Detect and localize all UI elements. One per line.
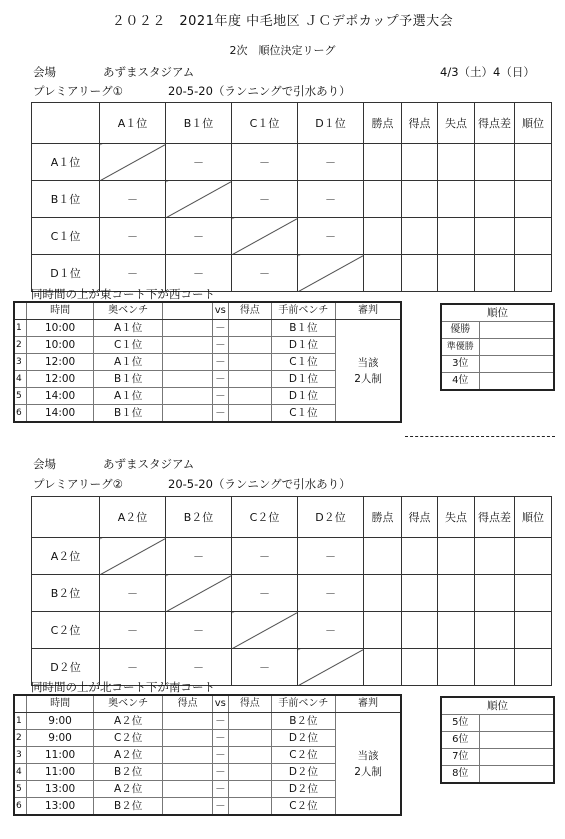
ranking-label: 8位: [441, 766, 479, 784]
referee-cell: [336, 320, 401, 423]
match-number: 1: [14, 320, 27, 337]
schedule-header-home: 奥ベンチ: [93, 302, 163, 320]
grid-cell: [402, 218, 438, 255]
match-away-score: [228, 405, 271, 423]
grid-col-points: 勝点: [364, 103, 402, 144]
match-number: 5: [14, 388, 27, 405]
grid-col-goals-against: 失点: [438, 103, 475, 144]
schedule-header-no: [14, 302, 27, 320]
match-home-team: A２位: [93, 713, 163, 730]
match-vs-dash: －: [212, 337, 228, 354]
ranking-label: 3位: [441, 356, 479, 373]
grid-col-rank: 順位: [515, 103, 552, 144]
match-number: 6: [14, 798, 27, 816]
match-vs-dash: －: [212, 371, 228, 388]
grid-cell: [438, 218, 475, 255]
ranking-value: [479, 715, 554, 732]
ranking-value: [479, 766, 554, 784]
match-rule: 20-5-20（ランニングで引水あり）: [168, 477, 351, 491]
grid-cell: [515, 649, 552, 686]
match-home-team: C１位: [93, 337, 163, 354]
grid-dash: －: [100, 218, 166, 255]
schedule-header-time: 時間: [27, 695, 93, 713]
match-time: 10:00: [27, 337, 93, 354]
match-away-score: [228, 747, 271, 764]
ranking-label: 優勝: [441, 322, 479, 339]
court-note: 同時間の上が東コート下が西コート: [31, 287, 215, 301]
grid-dash: －: [298, 538, 364, 575]
ranking-value: [479, 356, 554, 373]
referee-line: 当該: [357, 749, 379, 762]
match-number: 2: [14, 730, 27, 747]
grid-col-goal-diff: 得点差: [475, 497, 515, 538]
match-away-team: D２位: [271, 781, 335, 798]
match-home-score: [163, 730, 212, 747]
grid-row-team: A１位: [32, 144, 100, 181]
grid-row: [32, 538, 552, 575]
schedule-header-time: 時間: [27, 302, 93, 320]
page-subtitle: 2次 順位決定リーグ: [229, 44, 336, 57]
schedule-header-referee: 審判: [336, 695, 401, 713]
grid-col-goals-against: 失点: [438, 497, 475, 538]
grid-dash: －: [100, 575, 166, 612]
match-time: 11:00: [27, 747, 93, 764]
match-away-score: [228, 337, 271, 354]
grid-row-team: D１位: [32, 255, 100, 292]
schedule-header-away-score: 得点: [228, 695, 271, 713]
match-home-team: A１位: [93, 320, 163, 337]
grid-col-team: B２位: [166, 497, 232, 538]
ranking-value: [479, 732, 554, 749]
match-away-team: B１位: [271, 320, 335, 337]
schedule-header-no: [14, 695, 27, 713]
match-home-score: [163, 354, 212, 371]
match-home-score: [163, 713, 212, 730]
grid-col-team: C１位: [232, 103, 298, 144]
match-vs-dash: －: [212, 320, 228, 337]
grid-cell: [402, 144, 438, 181]
match-vs-dash: －: [212, 388, 228, 405]
match-number: 4: [14, 371, 27, 388]
match-away-score: [228, 354, 271, 371]
grid-col-team: B１位: [166, 103, 232, 144]
grid-dash: －: [100, 181, 166, 218]
grid-cell: [515, 144, 552, 181]
grid-dash: －: [298, 218, 364, 255]
grid-diagonal-cell: [232, 218, 298, 255]
venue-label: 会場: [33, 65, 56, 79]
grid-cell: [475, 218, 515, 255]
grid-diagonal-cell: [298, 255, 364, 292]
grid-cell: [438, 649, 475, 686]
ranking-value: [479, 339, 554, 356]
grid-dash: －: [232, 649, 298, 686]
grid-dash: －: [298, 575, 364, 612]
grid-diagonal-cell: [166, 181, 232, 218]
match-time: 12:00: [27, 354, 93, 371]
ranking-label: 6位: [441, 732, 479, 749]
grid-dash: －: [232, 181, 298, 218]
grid-col-goal-diff: 得点差: [475, 103, 515, 144]
grid-cell: [438, 144, 475, 181]
match-number: 3: [14, 354, 27, 371]
grid-diagonal-cell: [100, 144, 166, 181]
grid-dash: －: [298, 144, 364, 181]
grid-cell: [475, 649, 515, 686]
venue-name: あずまスタジアム: [103, 457, 195, 471]
match-time: 12:00: [27, 371, 93, 388]
match-number: 5: [14, 781, 27, 798]
match-away-score: [228, 781, 271, 798]
ranking-row: [441, 322, 554, 339]
grid-cell: [515, 181, 552, 218]
match-home-score: [163, 747, 212, 764]
grid-row: [32, 181, 552, 218]
schedule-header-away: 手前ベンチ: [271, 695, 335, 713]
match-home-score: [163, 764, 212, 781]
match-home-score: [163, 405, 212, 423]
grid-cell: [438, 181, 475, 218]
match-home-score: [163, 781, 212, 798]
schedule-header-referee: 審判: [336, 302, 401, 320]
match-away-score: [228, 764, 271, 781]
grid-dash: －: [298, 612, 364, 649]
grid-col-team: C２位: [232, 497, 298, 538]
match-rule: 20-5-20（ランニングで引水あり）: [168, 84, 351, 98]
match-away-team: C１位: [271, 354, 335, 371]
match-number: 3: [14, 747, 27, 764]
league-name: プレミアリーグ②: [33, 477, 123, 491]
match-home-team: A２位: [93, 747, 163, 764]
grid-col-points: 勝点: [364, 497, 402, 538]
grid-row-team: A２位: [32, 538, 100, 575]
grid-dash: －: [100, 255, 166, 292]
grid-col-goals-for: 得点: [402, 497, 438, 538]
ranking-header: 順位: [441, 304, 554, 322]
grid-col-goals-for: 得点: [402, 103, 438, 144]
grid-row-team: B２位: [32, 575, 100, 612]
grid-cell: [364, 538, 402, 575]
schedule-header-row: [14, 695, 401, 713]
match-home-team: A１位: [93, 354, 163, 371]
grid-col-rank: 順位: [515, 497, 552, 538]
schedule-row: [14, 713, 401, 730]
match-home-team: A２位: [93, 781, 163, 798]
grid-cell: [402, 255, 438, 292]
match-time: 14:00: [27, 405, 93, 423]
grid-cell: [515, 255, 552, 292]
grid-dash: －: [166, 649, 232, 686]
grid-cell: [475, 575, 515, 612]
venue-label: 会場: [33, 457, 56, 471]
grid-cell: [364, 649, 402, 686]
match-away-team: D２位: [271, 730, 335, 747]
match-home-score: [163, 371, 212, 388]
section-divider: [405, 436, 555, 437]
grid-col-team: A２位: [100, 497, 166, 538]
schedule-row: [14, 320, 401, 337]
match-away-score: [228, 320, 271, 337]
ranking-value: [479, 373, 554, 391]
ranking-label: 5位: [441, 715, 479, 732]
grid-cell: [475, 612, 515, 649]
match-away-team: B２位: [271, 713, 335, 730]
grid-diagonal-cell: [298, 649, 364, 686]
grid-row-team: C２位: [32, 612, 100, 649]
grid-row-team: B１位: [32, 181, 100, 218]
schedule-table: [13, 301, 402, 423]
match-number: 2: [14, 337, 27, 354]
grid-col-team: A１位: [100, 103, 166, 144]
grid-dash: －: [232, 575, 298, 612]
match-away-team: D２位: [271, 764, 335, 781]
grid-row: [32, 575, 552, 612]
grid-cell: [438, 255, 475, 292]
match-away-score: [228, 371, 271, 388]
match-home-team: A１位: [93, 388, 163, 405]
grid-cell: [364, 575, 402, 612]
ranking-value: [479, 749, 554, 766]
grid-dash: －: [232, 144, 298, 181]
match-number: 1: [14, 713, 27, 730]
grid-row: [32, 612, 552, 649]
ranking-row: [441, 339, 554, 356]
match-away-team: D１位: [271, 337, 335, 354]
league-grid: [31, 102, 552, 292]
match-vs-dash: －: [212, 764, 228, 781]
schedule-header-home-score: 得点: [163, 695, 212, 713]
ranking-row: [441, 732, 554, 749]
match-vs-dash: －: [212, 730, 228, 747]
ranking-row: [441, 715, 554, 732]
grid-diagonal-cell: [100, 538, 166, 575]
match-time: 9:00: [27, 713, 93, 730]
page-title: ２０２２ 2021年度 中毛地区 ＪＣデポカップ予選大会: [111, 14, 454, 29]
grid-dash: －: [166, 255, 232, 292]
grid-header-row: [32, 103, 552, 144]
schedule-header-row: [14, 302, 401, 320]
match-vs-dash: －: [212, 713, 228, 730]
grid-row: [32, 144, 552, 181]
match-time: 10:00: [27, 320, 93, 337]
grid-dash: －: [298, 181, 364, 218]
grid-dash: －: [100, 612, 166, 649]
grid-cell: [402, 649, 438, 686]
grid-cell: [515, 538, 552, 575]
grid-col-team: D１位: [298, 103, 364, 144]
match-home-team: B１位: [93, 405, 163, 423]
ranking-row: [441, 373, 554, 391]
schedule-header-away: 手前ベンチ: [271, 302, 335, 320]
schedule-table: [13, 694, 402, 816]
grid-row-team: C１位: [32, 218, 100, 255]
match-number: 4: [14, 764, 27, 781]
match-away-score: [228, 713, 271, 730]
match-vs-dash: －: [212, 747, 228, 764]
match-home-team: C２位: [93, 730, 163, 747]
grid-cell: [475, 538, 515, 575]
grid-row-team: D２位: [32, 649, 100, 686]
grid-diagonal-cell: [232, 612, 298, 649]
league-grid: [31, 496, 552, 686]
grid-dash: －: [166, 218, 232, 255]
court-note: 同時間の上が北コート下が南コート: [31, 680, 215, 694]
match-away-team: C２位: [271, 798, 335, 816]
grid-row: [32, 218, 552, 255]
referee-line: 2人制: [354, 765, 382, 778]
grid-cell: [402, 538, 438, 575]
grid-dash: －: [232, 538, 298, 575]
match-home-score: [163, 337, 212, 354]
grid-cell: [515, 218, 552, 255]
league-name: プレミアリーグ①: [33, 84, 123, 98]
match-vs-dash: －: [212, 354, 228, 371]
grid-cell: [402, 181, 438, 218]
match-time: 13:00: [27, 781, 93, 798]
grid-cell: [364, 255, 402, 292]
schedule-header-home: 奥ベンチ: [93, 695, 163, 713]
grid-corner-cell: [32, 103, 100, 144]
date-text: 4/3（土）4（日）: [440, 65, 535, 79]
schedule-header-vs: vs: [212, 302, 228, 320]
ranking-label: 7位: [441, 749, 479, 766]
match-home-score: [163, 320, 212, 337]
ranking-value: [479, 322, 554, 339]
grid-cell: [364, 144, 402, 181]
grid-cell: [402, 612, 438, 649]
referee-cell: [336, 713, 401, 816]
match-vs-dash: －: [212, 405, 228, 423]
grid-cell: [475, 144, 515, 181]
grid-header-row: [32, 497, 552, 538]
match-time: 11:00: [27, 764, 93, 781]
match-vs-dash: －: [212, 781, 228, 798]
grid-corner-cell: [32, 497, 100, 538]
schedule-header-home-score: [163, 302, 212, 320]
ranking-label: 準優勝: [441, 339, 479, 356]
ranking-row: [441, 766, 554, 784]
grid-cell: [364, 181, 402, 218]
grid-cell: [402, 575, 438, 612]
grid-cell: [515, 575, 552, 612]
ranking-header: 順位: [441, 697, 554, 715]
match-time: 13:00: [27, 798, 93, 816]
grid-dash: －: [166, 538, 232, 575]
match-away-score: [228, 730, 271, 747]
grid-cell: [364, 218, 402, 255]
ranking-row: [441, 749, 554, 766]
venue-name: あずまスタジアム: [103, 65, 195, 79]
final-ranking-table: [440, 696, 555, 784]
match-time: 9:00: [27, 730, 93, 747]
ranking-row: [441, 356, 554, 373]
grid-cell: [475, 181, 515, 218]
grid-cell: [438, 575, 475, 612]
schedule-header-away-score: 得点: [228, 302, 271, 320]
match-vs-dash: －: [212, 798, 228, 816]
referee-line: 当該: [357, 356, 379, 369]
grid-col-team: D２位: [298, 497, 364, 538]
match-away-team: C２位: [271, 747, 335, 764]
match-time: 14:00: [27, 388, 93, 405]
final-ranking-table: [440, 303, 555, 391]
grid-cell: [475, 255, 515, 292]
ranking-label: 4位: [441, 373, 479, 391]
grid-dash: －: [232, 255, 298, 292]
grid-cell: [438, 612, 475, 649]
schedule-header-vs: vs: [212, 695, 228, 713]
match-away-team: C１位: [271, 405, 335, 423]
grid-dash: －: [166, 612, 232, 649]
grid-dash: －: [100, 649, 166, 686]
grid-cell: [515, 612, 552, 649]
grid-cell: [438, 538, 475, 575]
grid-dash: －: [166, 144, 232, 181]
grid-cell: [364, 612, 402, 649]
match-home-team: B２位: [93, 764, 163, 781]
match-away-team: D１位: [271, 371, 335, 388]
referee-line: 2人制: [354, 372, 382, 385]
match-away-score: [228, 388, 271, 405]
grid-diagonal-cell: [166, 575, 232, 612]
match-home-team: B２位: [93, 798, 163, 816]
match-away-score: [228, 798, 271, 816]
match-home-team: B１位: [93, 371, 163, 388]
match-away-team: D１位: [271, 388, 335, 405]
match-home-score: [163, 798, 212, 816]
match-home-score: [163, 388, 212, 405]
match-number: 6: [14, 405, 27, 423]
